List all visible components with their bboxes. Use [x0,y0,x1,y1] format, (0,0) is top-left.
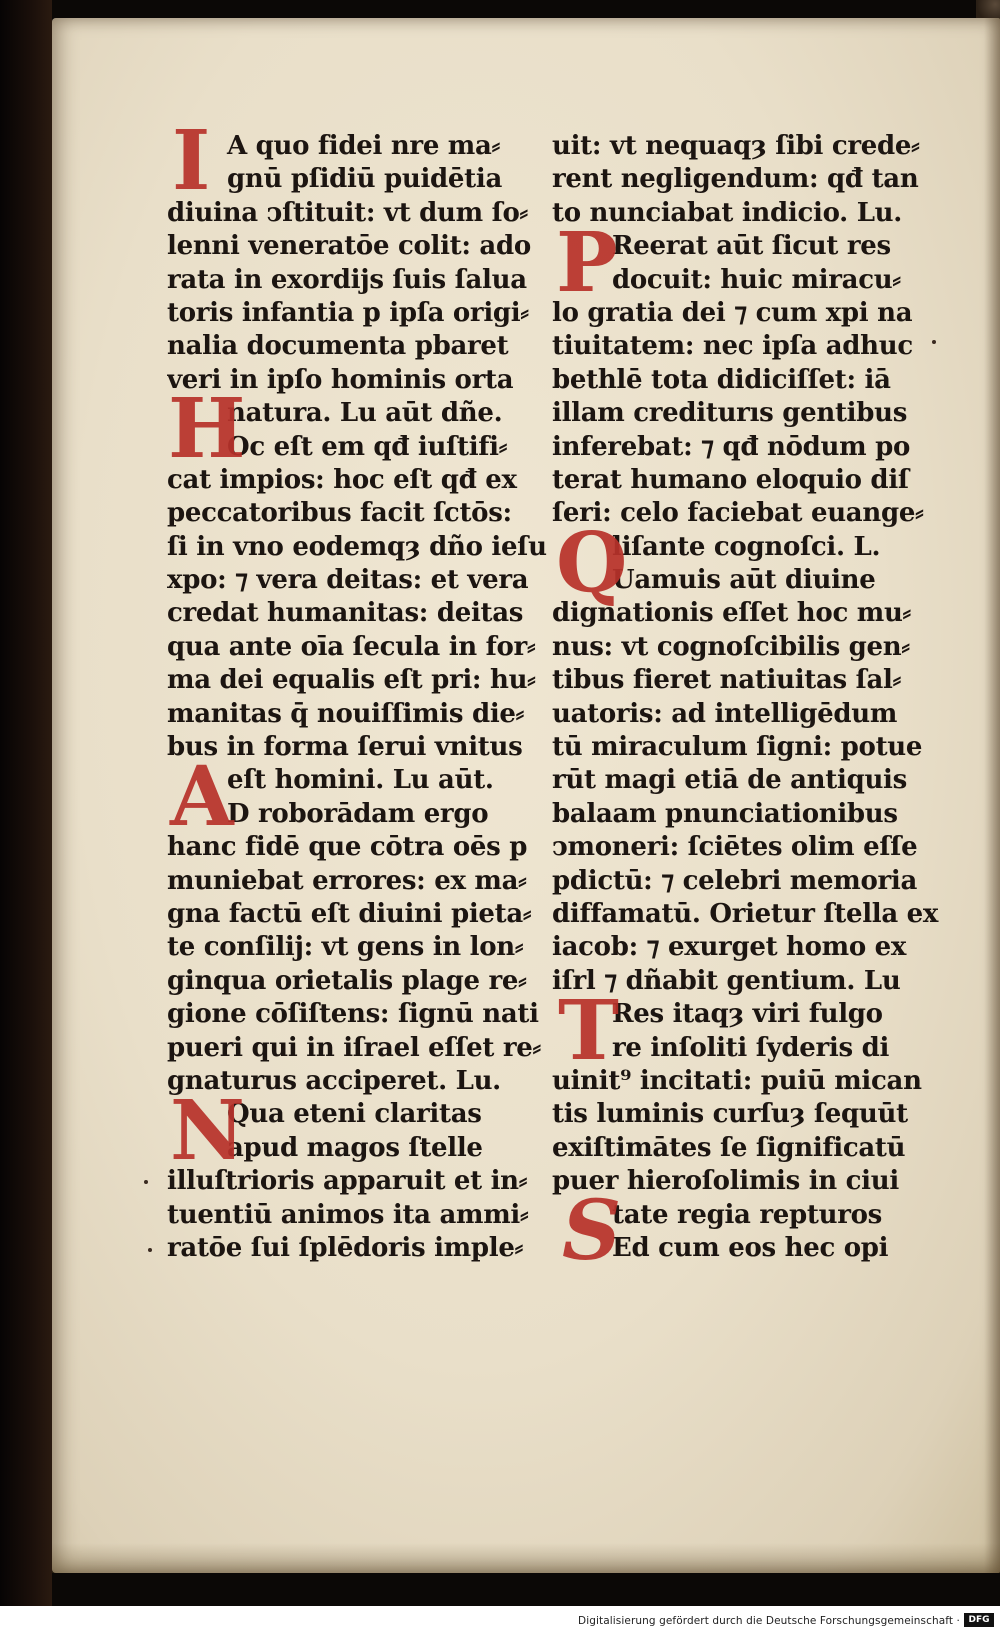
text-line: lo gratia dei ⁊ cum xpi na [552,297,913,328]
text-line: te conſilij: vt gens in lon⸗ [167,932,524,963]
text-line: Res itaqȝ viri fulgo [612,999,883,1030]
text-line: terat humano eloquio diſ [552,464,909,495]
text-line: pdictū: ⁊ celebri memoria [552,865,918,896]
text-line: gna factū eſt diuini pieta⸗ [167,898,532,929]
text-line: tibus fieret natiuitas ſal⸗ [552,665,901,696]
text-line: uatoris: ad intelligēdum [552,698,898,729]
dfg-logo: DFG [964,1613,994,1627]
margin-mark [148,1248,152,1252]
funding-credit-text: Digitalisierung gefördert durch die Deutsche Forschungsgemeinschaft · [578,1615,960,1627]
text-line: gione cōſiſtens: ſignū nati [167,999,539,1030]
text-line: tū miraculum ſigni: potue [552,732,923,763]
text-line: nalia documenta pbaret [167,331,509,362]
red-initial-letter: S [562,1183,622,1279]
text-line: ratōe ſui ſplēdoris imple⸗ [167,1232,523,1263]
text-line: uit: vt nequaqȝ ſibi crede⸗ [552,131,920,161]
text-line: Oc eſt em qđ iuſtifi⸗ [227,431,508,462]
text-line: Ed cum eos hec opi [612,1232,889,1263]
page-edge-shadow [984,18,1000,1573]
text-line: toris infantia p ipſa origi⸗ [167,297,529,328]
page-bottom-shadow [52,1543,1000,1573]
text-line: Uamuis aūt diuine [612,565,876,596]
text-line: gnū pſidiū puidētia [227,164,503,195]
text-line: diuina ↄſtituit: vt dum ſo⸗ [167,197,528,228]
text-line: rūt magi etiā de antiquis [552,765,907,796]
text-line: gnaturus acciperet. Lu. [167,1065,501,1096]
text-line: illam crediturıs gentibus [552,398,908,429]
text-line: ma dei equalis eſt pri: hu⸗ [167,665,536,696]
text-line: rata in exordijs ſuis ſalua [167,264,527,295]
text-line: re inſoliti ſyderis di [612,1032,890,1063]
text-line: diffamatū. Orietur ſtella ex [552,898,939,929]
margin-mark [932,340,936,344]
book-binding [0,0,52,1632]
text-line: exiſtimātes ſe ſignificatū [552,1132,906,1163]
text-line: lenni veneratōe colit: ado [167,231,531,262]
text-line: illuſtrioris apparuit et in⸗ [167,1166,528,1197]
text-line: ginqua orietalis plage re⸗ [167,965,527,996]
text-line: Qua eteni claritas [227,1099,482,1130]
red-initial-letter: P [556,215,618,311]
red-initial-letter: N [170,1083,245,1179]
text-line: nus: vt cognoſcibilis gen⸗ [552,631,910,662]
text-line: pueri qui in iſrael eſſet re⸗ [167,1032,541,1063]
text-line: dignationis eſſet hoc mu⸗ [552,598,911,629]
text-line: apud magos ſtelle [227,1132,483,1163]
text-line: credat humanitas: deitas [167,598,524,629]
text-line: to nunciabat indicio. Lu. [552,197,903,228]
text-line: tis luminis curſuȝ ſequūt [552,1099,908,1130]
text-line: iſrl ⁊ dñabit gentium. Lu [552,965,901,996]
text-line: docuit: huic miracu⸗ [612,264,901,295]
red-initial-letter: H [168,381,246,477]
text-line: eſt homini. Lu aūt. [227,765,494,796]
digitization-footer [0,1606,1000,1632]
red-initial-letter: I [172,113,211,209]
text-line: balaam pnunciationibus [552,798,898,829]
text-line: rent negligendum: qđ tan [552,164,919,195]
text-line: veri in ipſo hominis orta [167,364,514,395]
text-line: ſeri: celo faciebat euange⸗ [552,498,924,529]
text-line: iacob: ⁊ exurget homo ex [552,932,907,963]
red-initial-letter: Q [556,515,628,611]
red-initial-letter: A [170,749,234,845]
text-line: D roborādam ergo [227,798,489,829]
text-line: inferebat: ⁊ qđ nōdum po [552,431,911,462]
text-line: puer hieroſolimis in ciui [552,1166,899,1197]
text-line: peccatoribus facit ſctōs: [167,498,512,529]
text-line: liſante cognoſci. L. [612,531,881,562]
book-page [52,18,1000,1573]
text-line: natura. Lu aūt dñe. [227,398,503,429]
text-line: tate regia repturos [612,1199,882,1230]
text-line: bus in forma ſerui vnitus [167,732,523,763]
text-line: ſi in vno eodemqȝ dño ieſu [167,531,547,562]
red-initial-letter: T [558,983,620,1079]
text-line: qua ante oīa ſecula in for⸗ [167,631,536,662]
text-line: Reerat aūt ſicut res [612,231,891,262]
text-line: cat impios: hoc eſt qđ ex [167,464,517,495]
text-line: hanc fidē que cōtra oēs p [167,832,528,863]
text-line: ↄmoneri: ſciētes olim eſſe [552,832,918,863]
text-line: manitas q̄ nouiſſimis die⸗ [167,698,525,729]
text-line: bethlē tota didiciſſet: iā [552,364,891,395]
margin-mark [144,1180,148,1184]
text-line: tiuitatem: nec ipſa adhuc [552,331,913,362]
text-line: muniebat errores: ex ma⸗ [167,865,527,896]
text-line: uinit⁹ incitati: puiū mican [552,1065,922,1096]
text-line: xpo: ⁊ vera deitas: et vera [167,565,529,596]
text-line: tuentiū animos ita ammi⸗ [167,1199,529,1230]
text-line: A quo fidei nre ma⸗ [227,131,500,161]
